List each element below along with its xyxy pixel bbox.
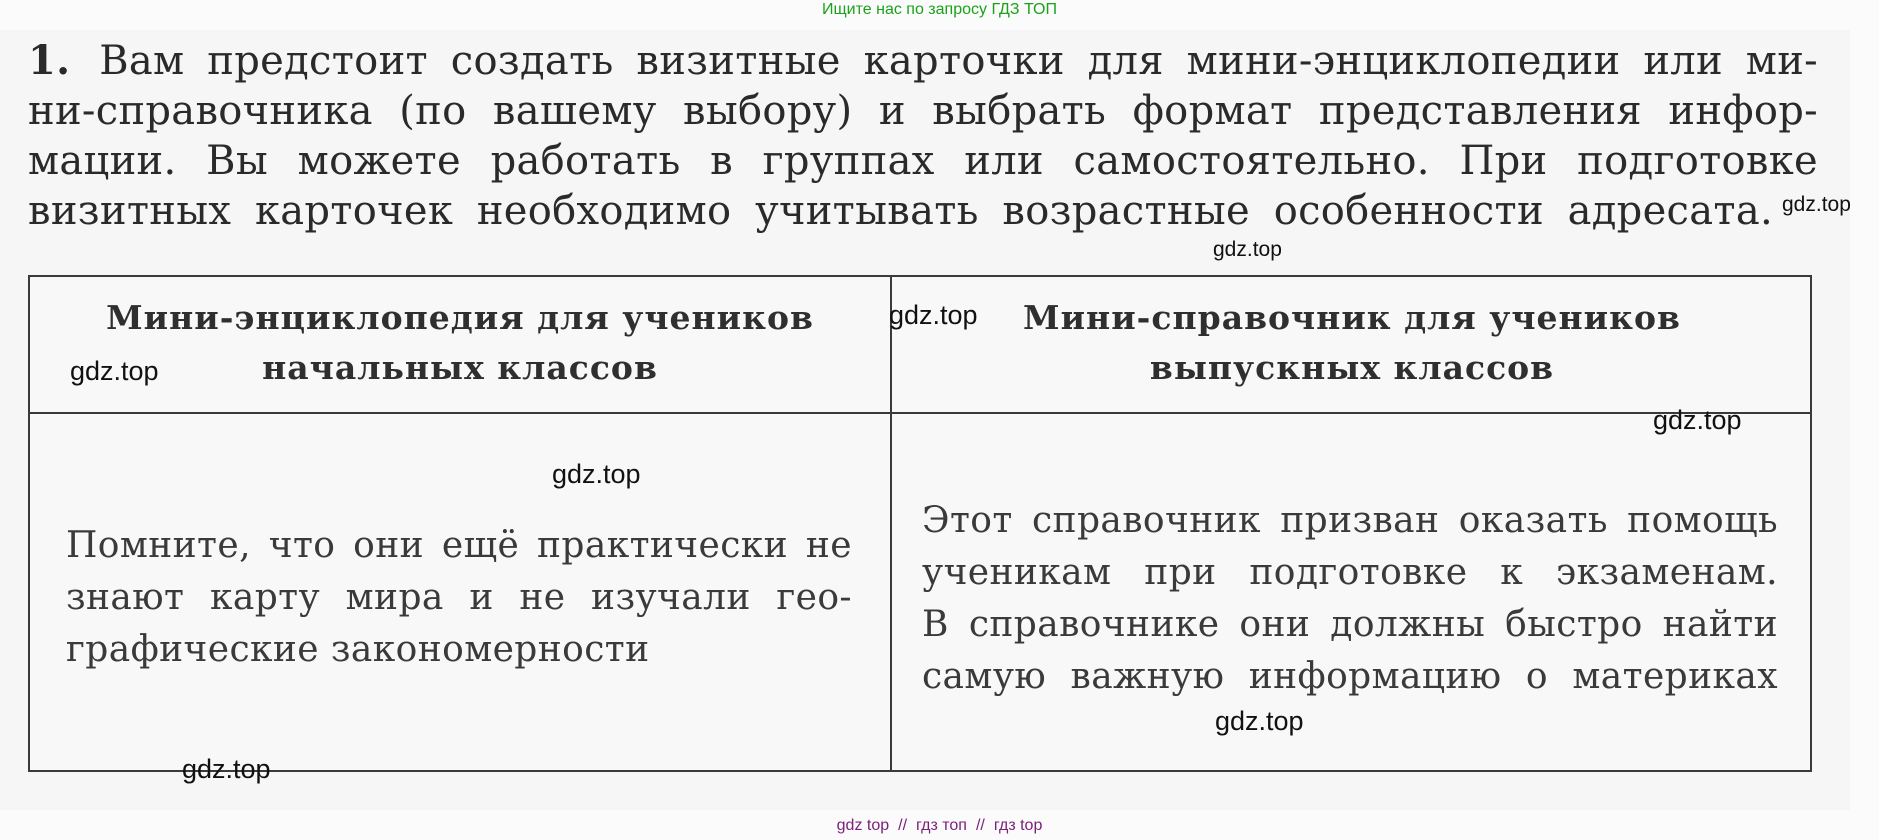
watermark: gdz.top [70, 356, 159, 386]
watermark: gdz.top [182, 754, 271, 784]
header-left-line-2: начальных классов [262, 348, 658, 387]
watermark: gdz.top [1215, 706, 1304, 736]
task-paragraph [28, 36, 1818, 236]
watermark: gdz.top [552, 459, 641, 489]
cell-right-text [922, 495, 1778, 703]
cell-right-line-2: ученикам при подготовке к экзаменам. [922, 552, 1778, 593]
cell-left-line-3: графические закономерности [66, 629, 650, 670]
table-header-divider [30, 412, 1810, 414]
task-line-1 [28, 36, 1818, 86]
header-right-line-2: выпускных классов [1149, 348, 1555, 387]
header-left-line-1: Мини-энциклопедия для учеников [106, 298, 814, 337]
cell-left-text [66, 520, 852, 676]
top-search-banner-text[interactable]: Ищите нас по запросу ГДЗ ТОП [822, 1, 1057, 18]
watermark: gdz.top [1653, 405, 1742, 435]
bottom-link-3[interactable]: гдз top [993, 817, 1043, 834]
cell-right-line-1: Этот справочник призван оказать помощь [922, 500, 1778, 541]
bottom-link-1[interactable]: gdz top [836, 817, 890, 834]
separator: // [975, 817, 985, 834]
cell-right-line-3: В справочнике они должны быстро найти [922, 604, 1778, 645]
cell-left-line-1: Помните, что они ещё практически не [66, 525, 852, 566]
cell-left-line-2: знают карту мира и не изучали гео- [66, 577, 852, 618]
header-left [30, 293, 890, 393]
bottom-link-2[interactable]: гдз топ [916, 817, 967, 834]
task-line-4: визитных карточек необходимо учитывать возрастные особенности адресата. [28, 188, 1773, 234]
header-right-line-1: Мини-справочник для учеников [1023, 298, 1681, 337]
task-line-1-text: Вам предстоит создать визитные карточки для мини-энциклопедии или ми- [99, 38, 1819, 84]
watermark: gdz.top [889, 300, 978, 330]
watermark: gdz.top [1213, 238, 1282, 261]
cell-right-line-4: самую важную информацию о материках [922, 656, 1778, 697]
header-right [892, 293, 1812, 393]
task-line-2: ни-справочника (по вашему выбору) и выбрать формат представления инфор- [28, 88, 1818, 134]
top-search-banner[interactable] [0, 1, 1879, 19]
comparison-table [28, 275, 1812, 772]
task-line-3: мации. Вы можете работать в группах или самостоятельно. При подготовке [28, 138, 1818, 184]
separator: // [898, 817, 908, 834]
task-number: 1. [28, 37, 71, 84]
bottom-links [0, 817, 1879, 835]
watermark: gdz.top [1782, 193, 1851, 216]
